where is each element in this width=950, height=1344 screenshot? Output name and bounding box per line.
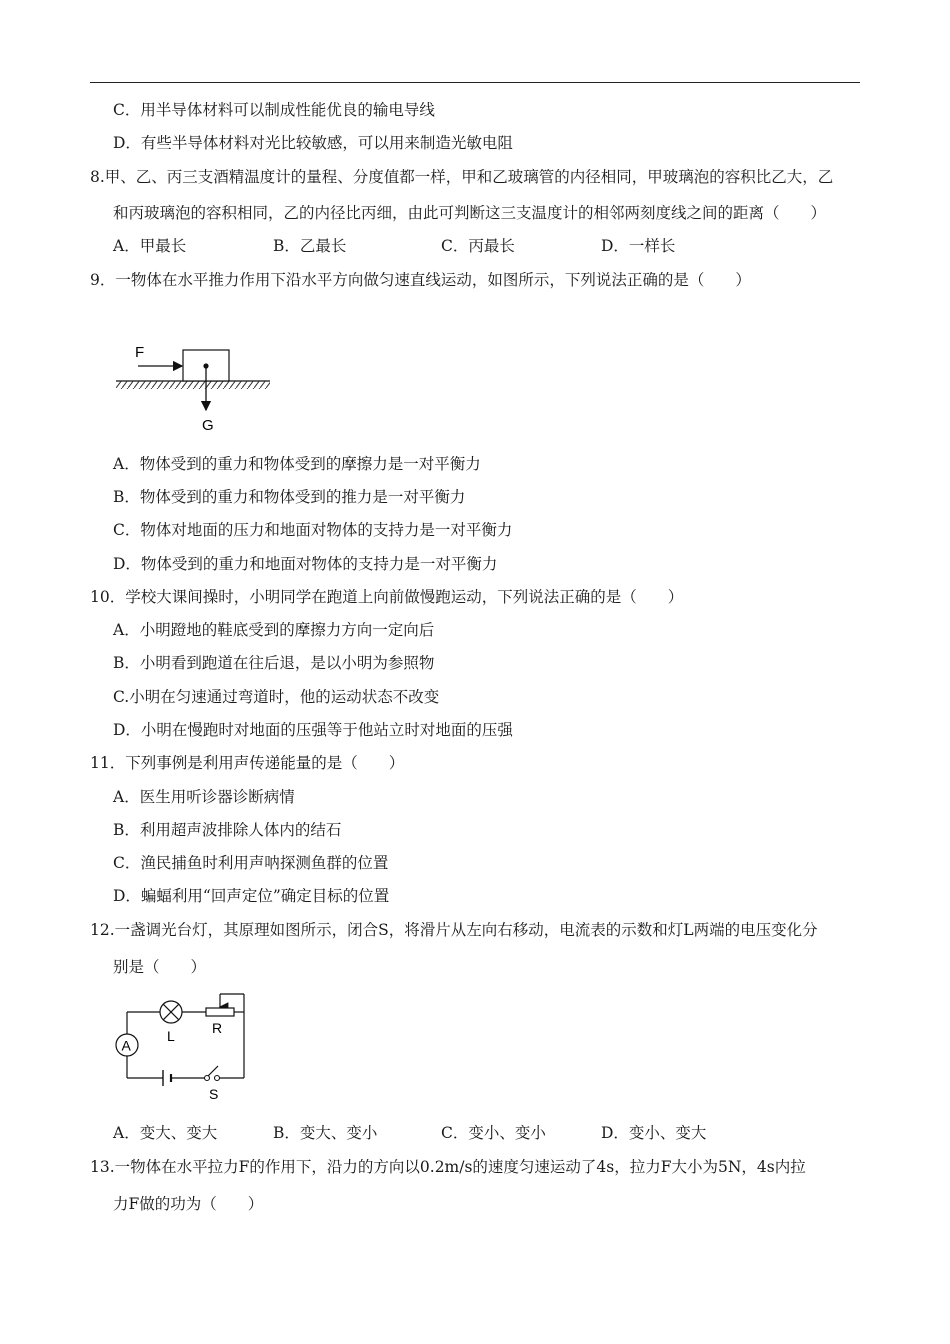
- q8-stem-line1: 8.甲、乙、丙三支酒精温度计的量程、分度值都一样，甲和乙玻璃管的内径相同，甲玻璃泡的容积比乙大，乙: [90, 168, 834, 186]
- rheostat: [206, 1008, 234, 1016]
- q11-stem: 11．下列事例是利用声传递能量的是（ ）: [90, 754, 405, 772]
- q9-force-diagram: [110, 340, 280, 435]
- ammeter-label: A: [121, 1037, 131, 1054]
- q12-stem-line2: 别是（ ）: [113, 958, 207, 976]
- q8-stem-line2: 和丙玻璃泡的容积相同，乙的内径比丙细，由此可判断这三支温度计的相邻两刻度线之间的距离（ ）: [113, 204, 827, 222]
- q13-stem-line1: 13.一物体在水平拉力F的作用下，沿力的方向以0.2m/s的速度匀速运动了4s，拉力F大小为5N，4s内拉: [90, 1158, 806, 1176]
- q8-option-b: B．乙最长: [273, 237, 347, 255]
- q9-option-d: D．物体受到的重力和地面对物体的支持力是一对平衡力: [113, 555, 498, 573]
- q10-option-b: B．小明看到跑道在往后退，是以小明为参照物: [113, 654, 435, 672]
- q9-option-c: C．物体对地面的压力和地面对物体的支持力是一对平衡力: [113, 521, 513, 539]
- ground-hatching: [116, 381, 270, 389]
- q10-option-a: A．小明蹬地的鞋底受到的摩擦力方向一定向后: [113, 621, 435, 639]
- q12-option-b: B．变大、变小: [273, 1124, 378, 1142]
- q12-option-a: A．变大、变大: [113, 1124, 218, 1142]
- q12-circuit-diagram: [108, 988, 258, 1103]
- q11-option-c: C．渔民捕鱼时利用声呐探测鱼群的位置: [113, 854, 389, 872]
- q12-stem-line1: 12.一盏调光台灯，其原理如图所示，闭合S，将滑片从左向右移动，电流表的示数和灯L两端的电压变化分: [90, 921, 818, 939]
- label-g: G: [202, 417, 214, 434]
- q13-stem-line2: 力F做的功为（ ）: [113, 1195, 264, 1213]
- lamp-label: L: [167, 1028, 175, 1044]
- q11-option-b: B．利用超声波排除人体内的结石: [113, 821, 342, 839]
- switch-label: S: [209, 1086, 219, 1102]
- q9-stem: 9．一物体在水平推力作用下沿水平方向做匀速直线运动，如图所示，下列说法正确的是（ ）: [90, 271, 751, 289]
- q10-stem: 10．学校大课间操时，小明同学在跑道上向前做慢跑运动，下列说法正确的是（ ）: [90, 588, 684, 606]
- q10-option-c: C.小明在匀速通过弯道时，他的运动状态不改变: [113, 688, 440, 706]
- q11-option-a: A．医生用听诊器诊断病情: [113, 788, 295, 806]
- rheostat-label: R: [212, 1020, 223, 1036]
- switch-lever: [208, 1066, 218, 1076]
- header-rule: [90, 82, 860, 83]
- label-f: F: [135, 344, 145, 361]
- q11-option-d: D．蝙蝠利用“回声定位”确定目标的位置: [113, 887, 390, 905]
- q12-option-d: D．变小、变大: [601, 1124, 707, 1142]
- q8-option-a: A．甲最长: [113, 237, 187, 255]
- q7-option-d: D．有些半导体材料对光比较敏感，可以用来制造光敏电阻: [113, 134, 513, 152]
- q7-option-c: C．用半导体材料可以制成性能优良的输电导线: [113, 101, 435, 119]
- q10-option-d: D．小明在慢跑时对地面的压强等于他站立时对地面的压强: [113, 721, 513, 739]
- q9-option-b: B．物体受到的重力和物体受到的推力是一对平衡力: [113, 488, 466, 506]
- q12-option-c: C．变小、变小: [441, 1124, 546, 1142]
- q9-option-a: A．物体受到的重力和物体受到的摩擦力是一对平衡力: [113, 455, 481, 473]
- q8-option-c: C．丙最长: [441, 237, 515, 255]
- q8-option-d: D．一样长: [601, 237, 676, 255]
